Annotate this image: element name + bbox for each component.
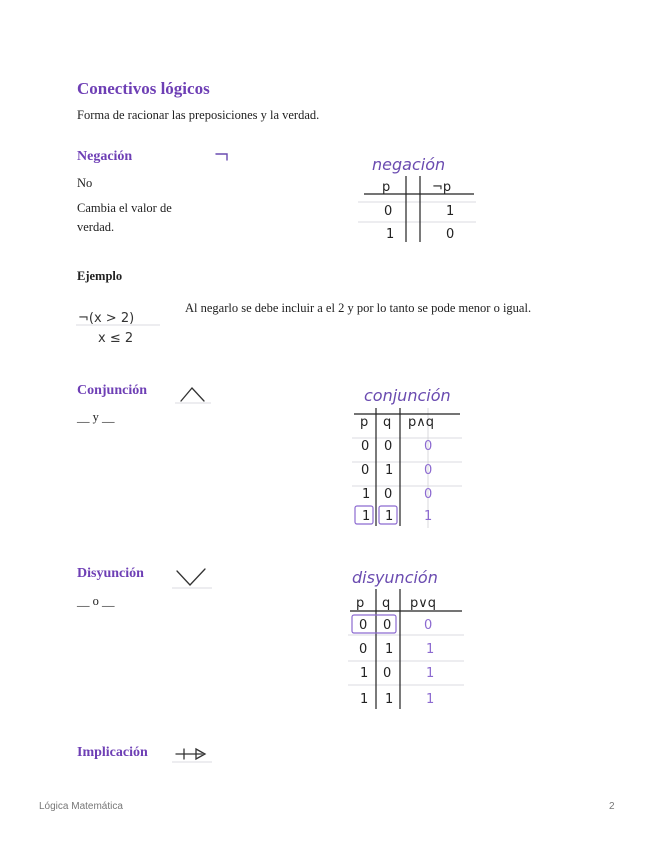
negation-line2a: Cambia el valor de [77,201,172,215]
conjunction-cell: 1 [385,463,394,478]
disjunction-cell: 0 [383,618,392,633]
disjunction-symbol-icon [172,565,212,591]
negation-cell: 1 [386,227,395,242]
conjunction-table-title: conjunción [364,386,451,405]
conjunction-cell: 1 [424,509,433,524]
disjunction-cell: 1 [385,642,394,657]
negation-table-title: negación [372,155,446,174]
disjunction-table-title: disyunción [352,568,438,587]
disjunction-cell: 1 [385,692,394,707]
disjunction-cell: 1 [426,642,435,657]
disjunction-header-p: p [356,596,365,611]
negation-symbol-icon [214,150,232,164]
conjunction-cell: 0 [361,463,370,478]
disjunction-desc: __ o __ [77,594,115,608]
implication-heading: Implicación [77,745,148,760]
conjunction-heading: Conjunción [77,383,148,398]
conjunction-cell: 0 [384,487,393,502]
disjunction-cell: 1 [360,692,369,707]
page-title: Conectivos lógicos [77,79,210,98]
intro-text: Forma de racionar las preposiciones y la verdad. [77,108,320,122]
footer-title: Lógica Matemática [39,801,123,812]
example-formula-result: x ≤ 2 [98,331,134,346]
disjunction-cell: 0 [359,642,368,657]
conjunction-cell: 1 [362,487,371,502]
negation-header-p: p [382,180,391,195]
negation-cell: 0 [446,227,455,242]
conjunction-cell: 0 [384,439,393,454]
conjunction-cell: 0 [424,439,433,454]
disjunction-cell: 0 [424,618,433,633]
conjunction-header-p: p [360,415,369,430]
negation-cell: 1 [446,204,455,219]
disjunction-cell: 1 [426,666,435,681]
example-heading: Ejemplo [77,269,123,283]
disjunction-header-q: q [382,596,391,611]
disjunction-cell: 0 [383,666,392,681]
negation-heading: Negación [77,149,133,164]
disjunction-heading: Disyunción [77,566,144,581]
disjunction-cell: 0 [359,618,368,633]
negation-cell: 0 [384,204,393,219]
example-text: Al negarlo se debe incluir a el 2 y por lo tanto se pode menor o igual. [185,301,532,315]
conjunction-truth-table [352,382,462,528]
disjunction-truth-table [348,565,464,711]
conjunction-symbol-icon [175,382,211,406]
conjunction-cell: 0 [361,439,370,454]
page-number: 2 [609,801,615,812]
conjunction-cell: 1 [362,509,371,524]
conjunction-cell: 0 [424,487,433,502]
negation-line2b: verdad. [77,220,115,234]
conjunction-cell: 0 [424,463,433,478]
example-formula-negated: ¬(x > 2) [78,311,135,326]
conjunction-cell: 1 [385,509,394,524]
example-formula-image [76,304,160,346]
negation-truth-table [358,150,476,244]
conjunction-header-q: q [383,415,392,430]
implication-symbol-icon [172,745,212,765]
negation-header-notp: ¬p [432,180,452,195]
disjunction-cell: 1 [360,666,369,681]
conjunction-header-pq: p∧q [408,415,435,430]
disjunction-cell: 1 [426,692,435,707]
conjunction-desc: __ y __ [77,410,115,424]
disjunction-header-pq: p∨q [410,596,437,611]
negation-line1: No [77,176,93,190]
